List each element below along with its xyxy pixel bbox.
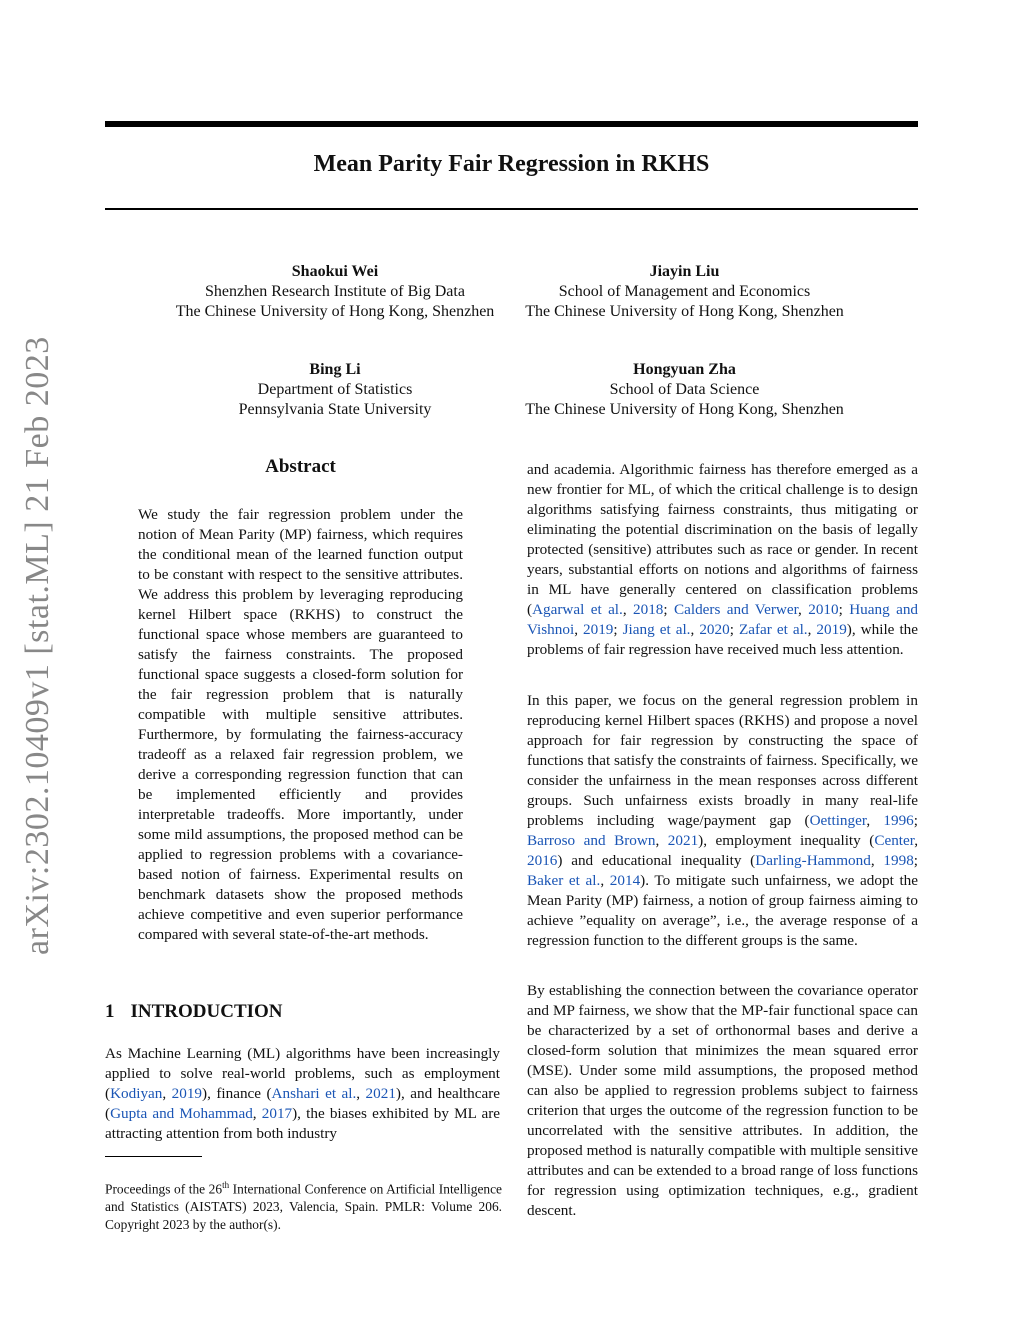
text-run: ;: [913, 812, 918, 829]
right-paragraph-1: [527, 460, 918, 660]
title-rule-bottom: [105, 208, 918, 210]
right-paragraph-3: By establishing the connection between the covariance operator and MP fairness, we show that the MP-fair functional space can be characterized by a set of orthonormal bases and derive a closed-form solution that minimizes the mean squared error (MSE). Under some mild assumptions, the proposed method can also be applied to regression problems subject to fairness criterion that urges the outcome of the regression function to be uncorrelated with the sensitive attributes. In addition, the proposed method is naturally compatible with multiple sensitive attributes and can be extended to a broad range of loss functions for regression using optimization techniques, e.g., gradient descent.: [527, 982, 918, 1219]
citation-link[interactable]: 2019: [171, 1085, 203, 1102]
citation-link[interactable]: Center: [874, 832, 915, 849]
text-run: ;: [838, 601, 850, 618]
text-run: ,: [866, 812, 884, 829]
citation-link[interactable]: 2018: [633, 601, 664, 618]
text-run: ;: [913, 852, 919, 869]
citation-link[interactable]: 2019: [816, 621, 847, 638]
author-name: Jiayin Liu: [649, 263, 720, 280]
text-run: In this paper, we focus on the general regression problem in reproducing kernel Hilbert spaces (RKHS) and propose a novel approach for fair regression by constructing the space of functions that satisfy the constraints of fairness. Specifically, we consider the unfairness in the mean responses across different groups. Such unfairness exists broadly in many real-life problems including wage/payment gap (: [527, 692, 918, 829]
text-run: ), and healthcare (: [105, 1085, 501, 1122]
section-heading: [105, 1001, 283, 1023]
text-run: ,: [600, 872, 610, 889]
citation-link[interactable]: Anshari et al.: [271, 1085, 357, 1102]
author-affiliation: The Chinese University of Hong Kong, Shenzhen: [525, 401, 844, 418]
text-run: Proceedings of the 26: [105, 1181, 223, 1197]
author-name: Shaokui Wei: [291, 263, 379, 280]
citation-link[interactable]: 2021: [365, 1085, 396, 1102]
text-run: ), the biases exhibited by ML are attracting attention from both industry: [105, 1105, 500, 1142]
author-affiliation: Department of Statistics: [257, 381, 413, 398]
citation-link[interactable]: Jiang et al.: [622, 621, 691, 638]
citation-link[interactable]: Calders and Verwer: [674, 601, 799, 618]
citation-link[interactable]: 1996: [883, 812, 914, 829]
author-affiliation: School of Management and Economics: [558, 283, 811, 300]
text-run: ). To mitigate such unfairness, we adopt the Mean Parity (MP) fairness, a notion of group fairness aiming to achieve ”equality on average”, i.e., the average response of a regression function to the different groups is the same.: [527, 872, 919, 949]
citation-link[interactable]: Darling-Hammond: [755, 852, 871, 869]
author-affiliation: School of Data Science: [609, 381, 760, 398]
text-run: ), while the problems of fair regression have received much less attention.: [527, 621, 919, 658]
text-run: ) and educational inequality (: [557, 852, 756, 869]
citation-link[interactable]: Gupta and Mohammad: [110, 1105, 253, 1122]
arxiv-identifier: arXiv:2302.10409v1 [stat.ML] 21 Feb 2023: [19, 336, 56, 955]
text-run: ,: [807, 621, 817, 638]
citation-link[interactable]: 2010: [808, 601, 839, 618]
citation-link[interactable]: Kodiyan: [110, 1085, 163, 1102]
citation-link[interactable]: Huang and Vishnoi: [527, 601, 919, 638]
text-run: ,: [870, 852, 884, 869]
text-run: ,: [655, 832, 668, 849]
text-run: ;: [663, 601, 674, 618]
citation-link[interactable]: Barroso and Brown: [527, 832, 656, 849]
citation-link[interactable]: Oettinger: [809, 812, 867, 829]
author-block: [512, 262, 857, 322]
text-run: ;: [729, 621, 739, 638]
text-run: ), employment inequality (: [698, 832, 875, 849]
author-affiliation: Shenzhen Research Institute of Big Data: [205, 283, 465, 300]
footnote: [105, 1176, 502, 1234]
citation-link[interactable]: Zafar et al.: [738, 621, 808, 638]
citation-link[interactable]: 2019: [583, 621, 614, 638]
text-run: ,: [574, 621, 584, 638]
author-name: Hongyuan Zha: [633, 361, 736, 378]
intro-paragraph: [105, 1044, 500, 1144]
author-block: [165, 262, 505, 322]
text-run: ,: [162, 1085, 172, 1102]
author-block: [512, 360, 857, 420]
right-paragraph-2: [527, 691, 918, 951]
section-title: INTRODUCTION: [130, 1001, 283, 1022]
text-run: ,: [622, 601, 634, 618]
citation-link[interactable]: 2014: [609, 872, 641, 889]
text-run: International Conference on Artificial Intelligence and Statistics (AISTATS) 2023, Valencia, Spain. PMLR: Volume 206. Copyright 2023 by the author(s).: [105, 1181, 502, 1233]
text-run: ,: [798, 601, 809, 618]
citation-link[interactable]: 1998: [883, 852, 914, 869]
author-affiliation: Pennsylvania State University: [238, 401, 432, 418]
text-run: ;: [613, 621, 623, 638]
superscript: th: [222, 1180, 230, 1190]
abstract-text: We study the fair regression problem under the notion of Mean Parity (MP) fairness, which requires the conditional mean of the learned function output to be constant with respect to the sensitive attributes. We address this problem by leveraging reproducing kernel Hilbert space (RKHS) to construct the functional space whose members are guaranteed to satisfy the fairness constraints. The proposed functional space suggests a closed-form solution for the fair regression problem that is naturally compatible with multiple sensitive attributes. Furthermore, by formulating the fairness-accuracy tradeoff as a relaxed fair regression problem, we derive a corresponding regression function that can be implemented efficiently and provides interpretable tradeoffs. More importantly, under some mild assumptions, the proposed method can be applied to regression problems with a covariance-based notion of fairness. Experimental results on benchmark datasets show the proposed methods achieve competitive and even superior performance compared with several state-of-the-art methods.: [138, 506, 463, 943]
author-name: Bing Li: [309, 361, 361, 378]
text-run: and academia. Algorithmic fairness has therefore emerged as a new frontier for ML, of which the critical challenge is to design algorithms satisfying fairness constraints, thus mitigating or eliminating the potential discrimination on the basis of legally protected (sensitive) attributes such as race or gender. In recent years, substantial efforts on notions and algorithms of fairness in ML have generally centered on classification problems (: [527, 461, 918, 618]
text-run: ,: [252, 1105, 262, 1122]
paper-title: Mean Parity Fair Regression in RKHS: [313, 151, 710, 177]
text-run: ), finance (: [202, 1085, 272, 1102]
author-affiliation: The Chinese University of Hong Kong, Shenzhen: [525, 303, 844, 320]
abstract-heading: Abstract: [265, 456, 336, 477]
citation-link[interactable]: 2020: [699, 621, 730, 638]
citation-link[interactable]: 2016: [527, 852, 558, 869]
citation-link[interactable]: Baker et al.: [527, 872, 601, 889]
text-run: ,: [690, 621, 700, 638]
section-number: 1: [105, 1001, 115, 1022]
citation-link[interactable]: 2021: [667, 832, 699, 849]
text-run: ,: [356, 1085, 366, 1102]
author-affiliation: The Chinese University of Hong Kong, Shenzhen: [175, 303, 495, 320]
citation-link[interactable]: 2017: [261, 1105, 293, 1122]
citation-link[interactable]: Agarwal et al.: [532, 601, 623, 618]
footnote-rule: [105, 1156, 202, 1157]
text-run: ,: [914, 832, 919, 849]
title-rule-top: [105, 121, 918, 127]
author-block: [165, 360, 505, 420]
text-run: As Machine Learning (ML) algorithms have been increasingly applied to solve real-world problems, such as employment (: [105, 1045, 500, 1102]
